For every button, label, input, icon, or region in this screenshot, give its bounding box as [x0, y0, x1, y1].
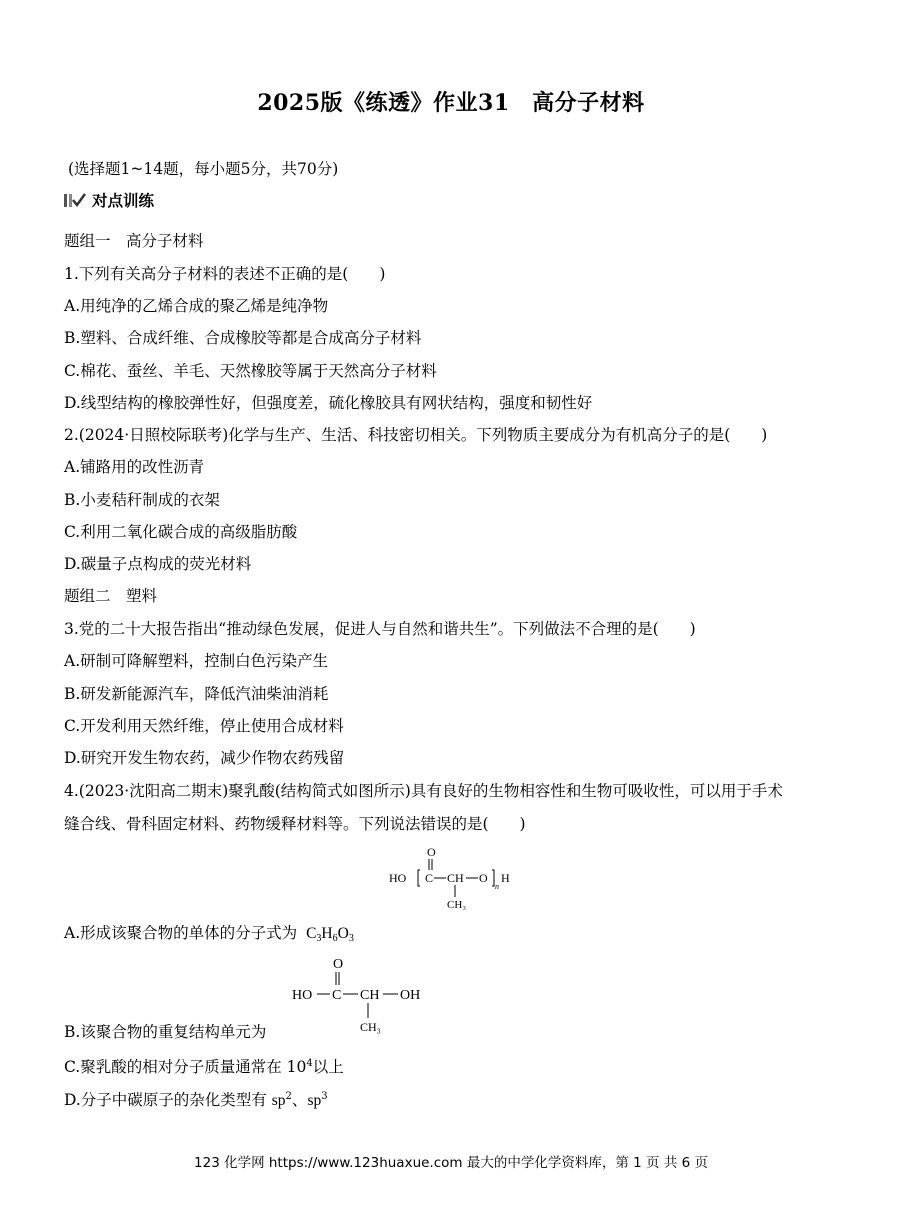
q4-option-c: C.聚乳酸的相对分子质量通常在 $10^4$以上 — [64, 1058, 344, 1076]
group-1-heading: 题组一 高分子材料 — [64, 232, 204, 250]
q1-option-a: A.用纯净的乙烯合成的聚乙烯是纯净物 — [64, 297, 329, 315]
q4-option-a-text: A.形成该聚合物的单体的分子式为 — [64, 924, 298, 942]
group-2-heading: 题组二 塑料 — [64, 587, 158, 605]
q3-option-d: D.研究开发生物农药，减少作物农药残留 — [64, 749, 345, 767]
struct2-ch3: CH₃ — [360, 1020, 381, 1034]
struct1-h: H — [501, 871, 510, 885]
monomer-formula: $C_3H_6O_3$ — [306, 925, 354, 944]
q2-option-b: B.小麦秸秆制成的衣架 — [64, 491, 220, 509]
checklist-icon — [64, 193, 86, 208]
q2-option-c: C.利用二氧化碳合成的高级脂肪酸 — [64, 523, 298, 541]
q3-option-a: A.研制可降解塑料，控制白色污染产生 — [64, 652, 329, 670]
q4-option-d: D.分子中碳原子的杂化类型有 $sp^2$、$sp^3$ — [64, 1091, 328, 1109]
section-heading — [64, 191, 154, 211]
page-title: 2025版《练透》作业31 高分子材料 — [257, 90, 645, 116]
struct1-o: O — [479, 871, 488, 885]
struct1-c: C — [425, 871, 434, 885]
lactic-acid-structure — [288, 952, 438, 1037]
q1-option-c: C.棉花、蚕丝、羊毛、天然橡胶等属于天然高分子材料 — [64, 362, 437, 380]
struct2-ch: CH — [360, 988, 380, 1003]
page-footer: 123 化学网 https://www.123huaxue.com 最大的中学化学资料库，第 1 页 共 6 页 — [194, 1155, 708, 1171]
q4-option-a — [64, 923, 354, 949]
q3-option-b: B.研发新能源汽车，降低汽油柴油消耗 — [64, 685, 329, 703]
polylactic-acid-structure — [385, 843, 525, 915]
struct2-ho: HO — [292, 988, 313, 1003]
struct2-oh: OH — [400, 988, 421, 1003]
q4-stem-line1: 4.(2023·沈阳高二期末)聚乳酸(结构简式如图所示)具有良好的生物相容性和生物可吸收性，可以用于手术 — [64, 782, 783, 800]
section-label: 对点训练 — [92, 191, 155, 210]
q2-option-d: D.碳量子点构成的荧光材料 — [64, 555, 252, 573]
struct1-ch3: CH₃ — [447, 899, 467, 911]
struct1-n: n — [495, 882, 499, 891]
q1-stem: 1.下列有关高分子材料的表述不正确的是( ) — [64, 265, 386, 283]
q2-stem: 2.(2024·日照校际联考)化学与生产、生活、科技密切相关。下列物质主要成分为有机高分子的是( ) — [64, 426, 768, 444]
q3-stem: 3.党的二十大报告指出“推动绿色发展，促进人与自然和谐共生”。下列做法不合理的是( ) — [64, 620, 696, 638]
q2-option-a: A.铺路用的改性沥青 — [64, 458, 205, 476]
struct2-carbonyl-o: O — [333, 957, 344, 972]
struct1-ho: HO — [389, 871, 407, 885]
q1-option-b: B.塑料、合成纤维、合成橡胶等都是合成高分子材料 — [64, 329, 422, 347]
q4-option-b: B.该聚合物的重复结构单元为 — [64, 1023, 267, 1041]
struct1-ch: CH — [447, 871, 464, 885]
struct2-c: C — [332, 988, 342, 1003]
q4-stem-line2: 缝合线、骨科固定材料、药物缓释材料等。下列说法错误的是( ) — [64, 815, 526, 833]
q3-option-c: C.开发利用天然纤维，停止使用合成材料 — [64, 717, 344, 735]
struct1-carbonyl-o: O — [427, 845, 436, 859]
instructions: (选择题1~14题，每小题5分，共70分) — [68, 160, 339, 178]
q1-option-d: D.线型结构的橡胶弹性好，但强度差，硫化橡胶具有网状结构，强度和韧性好 — [64, 394, 593, 412]
